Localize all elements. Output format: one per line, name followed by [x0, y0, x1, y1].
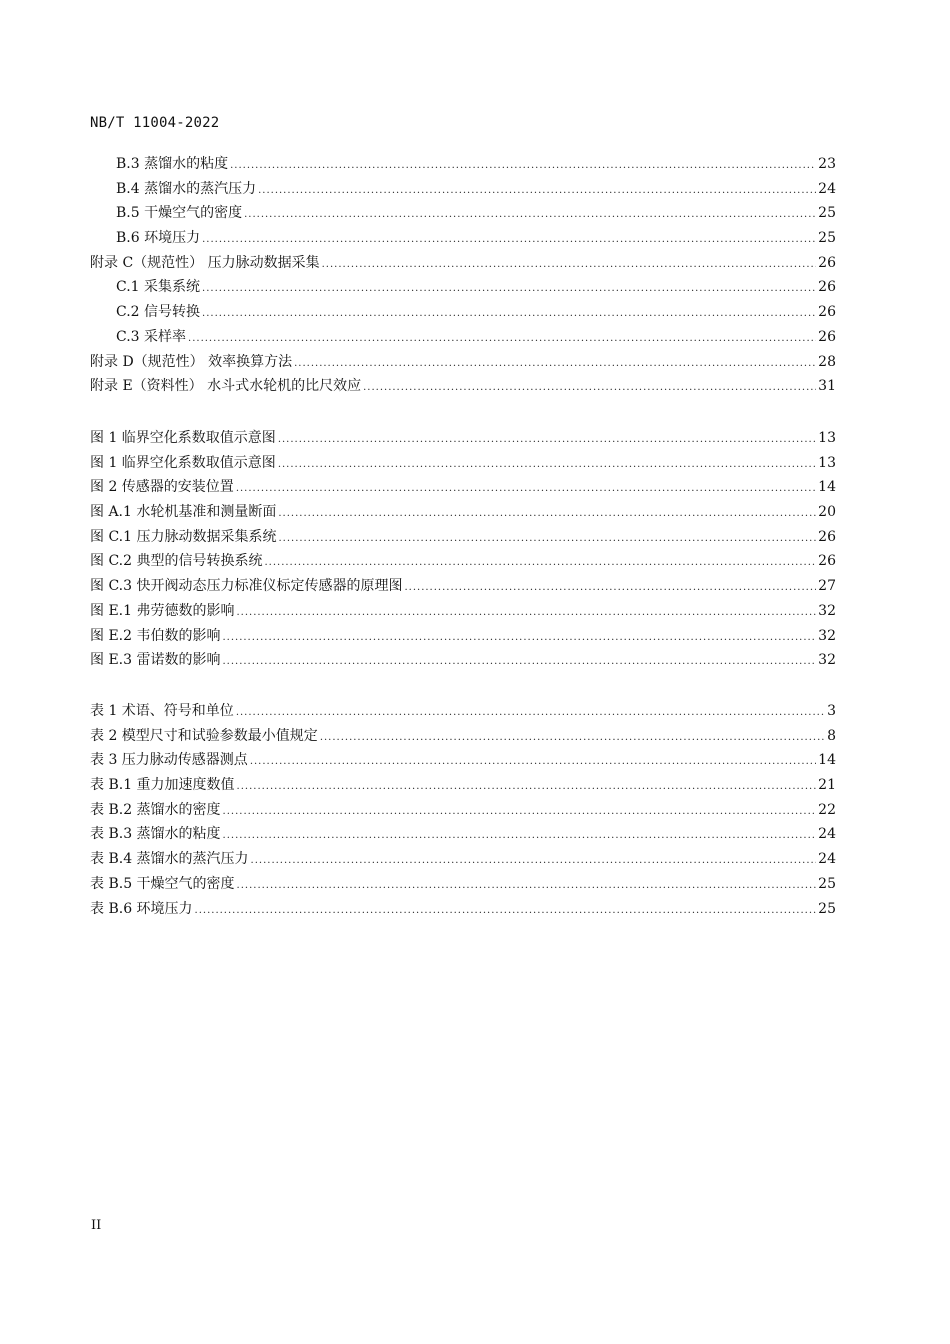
toc-entry-page-number: 23: [818, 156, 836, 172]
toc-entry[interactable]: [90, 201, 836, 226]
dot-leader: [363, 376, 816, 401]
toc-entry-page-number: 26: [818, 328, 836, 345]
table-entry-label: 表 B.5 干燥空气的密度: [90, 875, 235, 892]
figure-entry[interactable]: [90, 549, 836, 574]
dot-leader: [278, 527, 816, 552]
table-entry-page-number: 25: [818, 875, 836, 892]
toc-entry-page-number: 24: [818, 180, 836, 197]
table-entry[interactable]: [90, 847, 836, 872]
dot-leader: [237, 775, 817, 800]
toc-entry-label: B.6 环境压力: [116, 230, 201, 247]
toc-entry-label: C.3 采样率: [116, 328, 187, 345]
standard-code-header: NB/T 11004-2022: [90, 115, 220, 131]
toc-entry-page-number: 25: [818, 230, 836, 247]
figure-entry-label: 图 C.3 快开阀动态压力标准仪标定传感器的原理图: [90, 578, 403, 595]
dot-leader: [202, 302, 816, 327]
toc-entry[interactable]: [90, 177, 836, 202]
table-entry-page-number: 14: [818, 752, 836, 769]
figure-entry[interactable]: [90, 500, 836, 525]
toc-entry-label: 附录 E（资料性） 水斗式水轮机的比尺效应: [90, 378, 362, 395]
dot-leader: [294, 352, 816, 377]
dot-leader: [244, 203, 816, 228]
figure-entry[interactable]: [90, 648, 836, 673]
toc-entry[interactable]: [90, 251, 836, 276]
figure-entry-label: 图 E.3 雷诺数的影响: [90, 652, 221, 669]
figure-entry[interactable]: [90, 599, 836, 624]
toc-entry-page-number: 26: [818, 279, 836, 296]
dot-leader: [320, 726, 825, 751]
table-entry-label: 表 B.4 蒸馏水的蒸汽压力: [90, 851, 249, 868]
figure-entry-label: 图 1 临界空化系数取值示意图: [90, 454, 276, 471]
table-entry[interactable]: [90, 699, 836, 724]
figure-entry-page-number: 13: [818, 430, 836, 446]
table-entry[interactable]: [90, 897, 836, 922]
toc-entry-label: 附录 D（规范性） 效率换算方法: [90, 353, 293, 370]
figure-entry[interactable]: [90, 574, 836, 599]
dot-leader: [258, 179, 816, 204]
table-entry-page-number: 25: [818, 900, 836, 917]
dot-leader: [230, 154, 816, 179]
toc-entry[interactable]: [90, 374, 836, 399]
table-entry-page-number: 21: [818, 777, 836, 794]
figure-entry-page-number: 32: [818, 627, 836, 644]
dot-leader: [278, 428, 816, 453]
table-entry[interactable]: [90, 724, 836, 749]
toc-entry[interactable]: [90, 350, 836, 375]
figure-entry-page-number: 20: [818, 504, 836, 521]
toc-entry-label: C.1 采集系统: [116, 279, 201, 296]
table-entry[interactable]: [90, 822, 836, 847]
dot-leader: [223, 824, 817, 849]
toc-entry-label: B.5 干燥空气的密度: [116, 205, 243, 222]
figure-list: [90, 426, 836, 673]
dot-leader: [222, 650, 816, 675]
table-entry-page-number: 8: [827, 727, 836, 744]
figure-entry[interactable]: [90, 426, 836, 451]
table-entry-page-number: 3: [827, 703, 836, 719]
figure-entry-page-number: 26: [818, 528, 836, 545]
toc-entry-label: B.4 蒸馏水的蒸汽压力: [116, 180, 257, 197]
footer-page-number: II: [91, 1218, 102, 1233]
toc-entry-page-number: 28: [818, 353, 836, 370]
figure-entry-page-number: 14: [818, 479, 836, 496]
dot-leader: [278, 502, 816, 527]
figure-entry-page-number: 32: [818, 652, 836, 669]
toc-entry-page-number: 25: [818, 205, 836, 222]
dot-leader: [202, 228, 816, 253]
figure-entry-label: 图 C.2 典型的信号转换系统: [90, 553, 263, 570]
toc-entry-page-number: 31: [818, 378, 836, 395]
dot-leader: [222, 626, 816, 651]
figure-entry[interactable]: [90, 475, 836, 500]
toc-entry[interactable]: [90, 275, 836, 300]
table-entry-label: 表 1 术语、符号和单位: [90, 703, 234, 719]
table-entry-label: 表 3 压力脉动传感器测点: [90, 752, 248, 769]
figure-entry-label: 图 E.1 弗劳德数的影响: [90, 602, 235, 619]
dot-leader: [264, 551, 816, 576]
figure-entry-label: 图 1 临界空化系数取值示意图: [90, 430, 276, 446]
dot-leader: [251, 849, 817, 874]
dot-leader: [250, 750, 816, 775]
table-entry[interactable]: [90, 773, 836, 798]
toc-entry[interactable]: [90, 300, 836, 325]
table-entry[interactable]: [90, 872, 836, 897]
dot-leader: [404, 576, 816, 601]
table-entry-label: 表 2 模型尺寸和试验参数最小值规定: [90, 727, 318, 744]
table-entry[interactable]: [90, 748, 836, 773]
table-entry-label: 表 B.3 蒸馏水的粘度: [90, 826, 221, 843]
toc-entry[interactable]: [90, 152, 836, 177]
dot-leader: [278, 453, 816, 478]
dot-leader: [236, 477, 816, 502]
figure-entry-label: 图 C.1 压力脉动数据采集系统: [90, 528, 277, 545]
table-entry[interactable]: [90, 798, 836, 823]
figure-entry[interactable]: [90, 624, 836, 649]
figure-entry[interactable]: [90, 451, 836, 476]
figure-entry-label: 图 E.2 韦伯数的影响: [90, 627, 221, 644]
table-entry-label: 表 B.6 环境压力: [90, 900, 193, 917]
table-entry-label: 表 B.2 蒸馏水的密度: [90, 801, 221, 818]
toc-entry[interactable]: [90, 226, 836, 251]
toc-entry-label: C.2 信号转换: [116, 304, 201, 321]
figure-entry-page-number: 26: [818, 553, 836, 570]
toc-entry[interactable]: [90, 325, 836, 350]
toc-entry-label: 附录 C（规范性） 压力脉动数据采集: [90, 254, 320, 271]
dot-leader: [223, 800, 817, 825]
dot-leader: [237, 874, 817, 899]
figure-entry-label: 图 2 传感器的安装位置: [90, 479, 234, 496]
figure-entry-page-number: 27: [818, 578, 836, 595]
dot-leader: [322, 253, 817, 278]
figure-entry-page-number: 13: [818, 454, 836, 471]
table-list: [90, 699, 836, 921]
toc-entry-page-number: 26: [818, 304, 836, 321]
figure-entry-page-number: 32: [818, 602, 836, 619]
figure-entry[interactable]: [90, 525, 836, 550]
toc-entry-label: B.3 蒸馏水的粘度: [116, 156, 229, 172]
table-entry-page-number: 22: [818, 801, 836, 818]
dot-leader: [236, 701, 825, 726]
figure-entry-label: 图 A.1 水轮机基准和测量断面: [90, 504, 277, 521]
table-entry-page-number: 24: [818, 826, 836, 843]
dot-leader: [195, 899, 817, 924]
table-entry-label: 表 B.1 重力加速度数值: [90, 777, 235, 794]
contents-list: [90, 152, 836, 399]
table-entry-page-number: 24: [818, 851, 836, 868]
dot-leader: [188, 327, 816, 352]
dot-leader: [202, 277, 816, 302]
dot-leader: [236, 601, 816, 626]
toc-entry-page-number: 26: [818, 254, 836, 271]
